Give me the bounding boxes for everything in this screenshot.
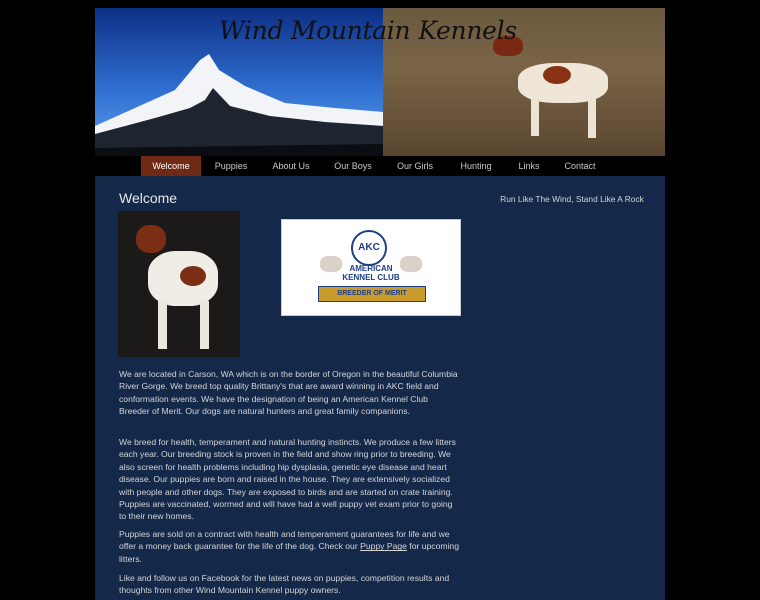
guarantee-text-start: Puppies are sold on a contract with health and temperament guarantees for life and we offer a money back guarantee for the life of the dog. Check our <box>119 529 450 552</box>
site-title-part2: Kennels <box>418 16 517 45</box>
akc-org-line1: AMERICAN <box>349 264 393 273</box>
guarantee-text-end: for upcoming litters. <box>119 541 459 564</box>
intro-paragraph: We are located in Carson, WA which is on the border of Oregon in the beautiful Columbia River Gorge. We breed top quality Brittany's that are award winning in AKC field and conformation events. We have the designation of being an American Kennel Club Breeder of Merit. Our dogs are natural hunters and great family companions. <box>119 369 458 417</box>
akc-banner: BREEDER OF MERIT <box>318 286 426 302</box>
header-banner <box>95 8 665 156</box>
nav-hunting[interactable]: Hunting <box>460 161 492 171</box>
breeding-paragraph: We breed for health, temperament and natural hunting instincts. We produce a few litters each year. Our breeding stock is proven in the field and show ring prior to breeding. We also screen for health problems including hip dysplasia, genetic eye disease and heart disease. Our puppies are born and raised in the house. They are extensively socialized with people and other dogs. They are exposed to birds and are started on crate training. Puppies are vaccinated, wormed and will have had a well puppy vet exam prior to going to their new homes. <box>119 437 456 522</box>
nav-our-girls[interactable]: Our Girls <box>397 161 433 171</box>
nav-links[interactable]: Links <box>518 161 540 171</box>
page-title: Welcome <box>119 190 178 206</box>
nav-puppies[interactable]: Puppies <box>214 161 248 171</box>
akc-breeder-of-merit-badge <box>281 219 461 316</box>
main-nav <box>95 156 665 176</box>
nav-about-us[interactable]: About Us <box>272 161 310 171</box>
nav-contact[interactable]: Contact <box>564 161 596 171</box>
sidebar-tagline: Run Like The Wind, Stand Like A Rock <box>500 194 644 204</box>
facebook-paragraph: Like and follow us on Facebook for the latest news on puppies, competition results and thoughts from other Wind Mountain Kennel puppy owners. <box>119 573 450 596</box>
nav-welcome[interactable]: Welcome <box>141 156 201 176</box>
guarantee-paragraph <box>119 528 459 565</box>
content-area <box>95 176 665 600</box>
nav-our-boys[interactable]: Our Boys <box>334 161 372 171</box>
brittany-dog-photo <box>118 211 240 357</box>
site-title <box>219 16 517 45</box>
akc-seal-icon: AKC <box>351 230 387 266</box>
puppy-page-link[interactable]: Puppy Page <box>360 541 407 552</box>
akc-org-name <box>282 264 460 282</box>
site-title-part1: Wind Mountain <box>219 16 411 45</box>
akc-org-line2: KENNEL CLUB <box>342 273 400 282</box>
